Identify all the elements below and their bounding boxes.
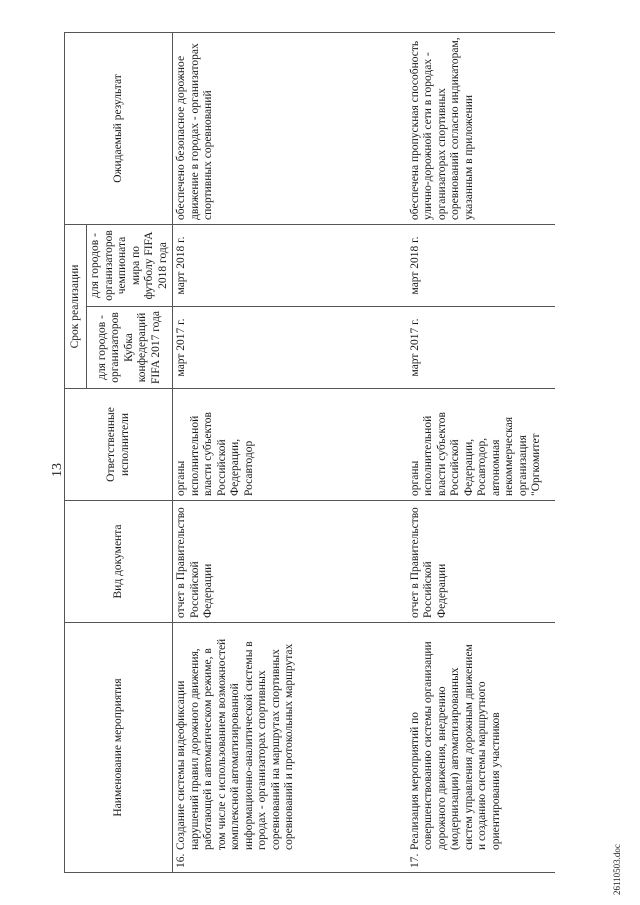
header-term: Срок реализации <box>65 225 87 389</box>
term-2018-cell: март 2018 г. <box>407 225 555 307</box>
event-text: Реализация мероприятий по совершенствованию системы организации дорожного движения, внедрению (модернизации) автоматизированных систем управления дорожным движением и созданию системы маршрутного ориентирования участников <box>408 641 502 850</box>
measures-table <box>64 32 555 873</box>
table-row <box>173 33 407 873</box>
result-cell: обеспечено безопасное дорожное движение в городах - организаторах спортивных соревнований <box>173 33 407 225</box>
row-number: 17. <box>408 853 421 868</box>
term-2018-cell: март 2018 г. <box>173 225 407 307</box>
event-text: Создание системы видеофиксации нарушений правил дорожного движения, работающей в автоматическом режиме, в том числе с использованием возможностей комплексной автоматизированной информационно-аналитической системы в городах - организаторах спортивных соревнований на маршрутах спортивных соревнований и протокольных маршрутах <box>175 638 295 850</box>
event-cell <box>407 623 555 873</box>
table-row <box>407 33 555 873</box>
row-number: 16. <box>175 853 187 868</box>
header-doc-type: Вид документа <box>65 501 173 623</box>
document-code: 26110503.doc <box>612 844 622 895</box>
term-2017-cell: март 2017 г. <box>407 307 555 389</box>
page-number: 13 <box>50 463 65 477</box>
term-2017-cell: март 2017 г. <box>173 307 407 389</box>
header-term-2018: для городов - организаторов чемпионата мира по футболу FIFA 2018 года <box>87 225 173 307</box>
event-cell <box>173 623 407 873</box>
header-term-2017: для городов - организаторов Кубка конфедераций FIFA 2017 года <box>87 307 173 389</box>
executors-cell: органы исполнительной власти субъектов Российской Федерации, Росавтодор, автономная некоммерческая организация "Оргкомитет <box>407 389 555 501</box>
doc-type-cell: отчет в Правительство Российской Федерации <box>173 501 407 623</box>
header-event: Наименование мероприятия <box>65 623 173 873</box>
result-cell: обеспечена пропускная способность улично-дорожной сети в городах - организаторах спортивных соревнований согласно индикаторам, указанным в приложении <box>407 33 555 225</box>
header-executors: Ответственные исполнители <box>65 389 173 501</box>
executors-cell: органы исполнительной власти субъектов Российской Федерации, Росавтодор <box>173 389 407 501</box>
doc-type-cell: отчет в Правительство Российской Федерации <box>407 501 555 623</box>
header-result: Ожидаемый результат <box>65 33 173 225</box>
